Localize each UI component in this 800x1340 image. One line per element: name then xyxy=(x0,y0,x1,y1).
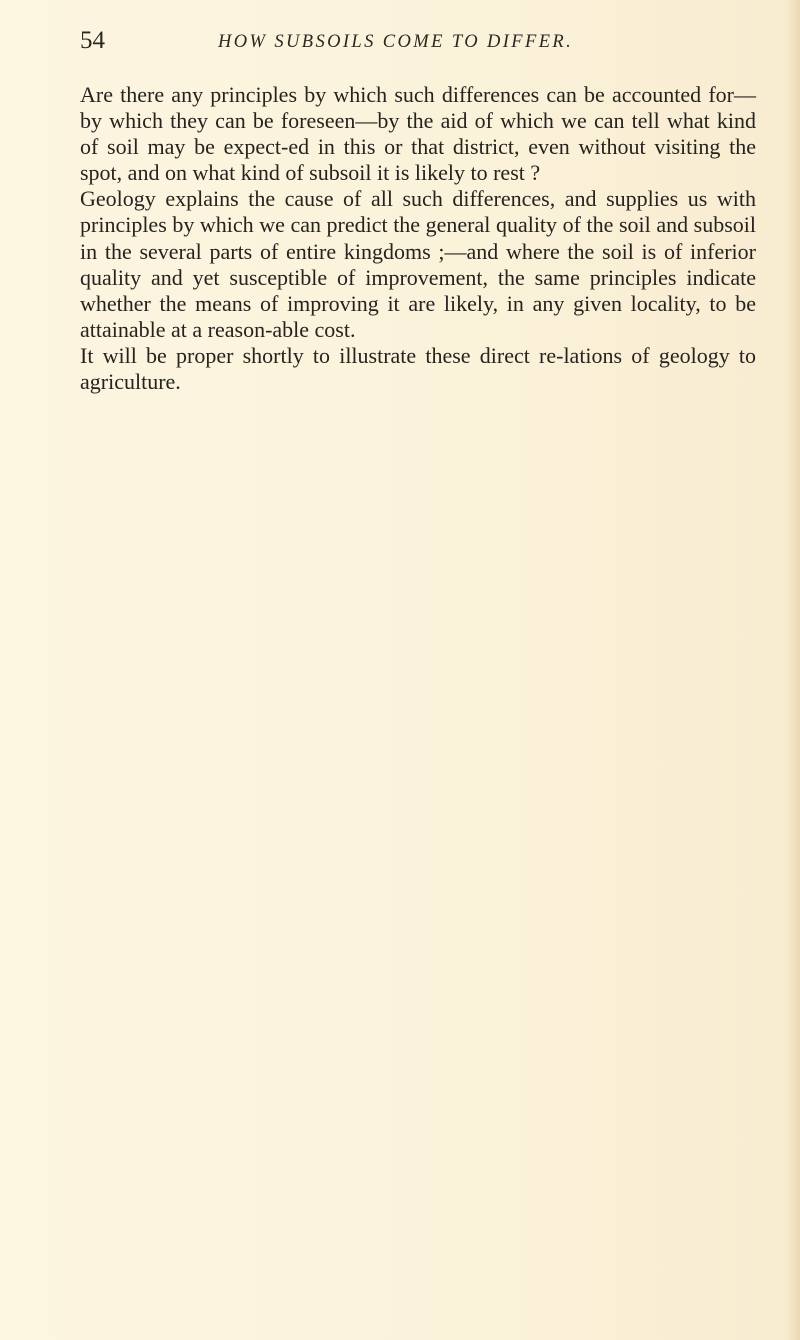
running-head xyxy=(80,26,760,60)
body-text xyxy=(80,82,756,395)
page-edge-shadow xyxy=(786,0,800,1340)
running-title: HOW SUBSOILS COME TO DIFFER. xyxy=(218,32,574,52)
paragraph-3: It will be proper shortly to illustrate these direct re-lations of geology to agriculture. xyxy=(80,342,756,395)
paragraph-2: Geology explains the cause of all such differences, and supplies us with principles by which we can predict the general quality of the soil and subsoil in the several parts of entire kingdoms ;—and where the soil is of inferior quality and yet susceptible of improvement, the same principles indicate whether the means of improving it are likely, in any given locality, to be attainable at a reason-able cost. xyxy=(80,186,756,342)
paragraph-1: Are there any principles by which such differences can be accounted for—by which they can be foreseen—by the aid of which we can tell what kind of soil may be expect-ed in this or that district, even without visiting the spot, and on what kind of subsoil it is likely to rest ? xyxy=(80,82,756,186)
page-number: 54 xyxy=(80,27,105,54)
